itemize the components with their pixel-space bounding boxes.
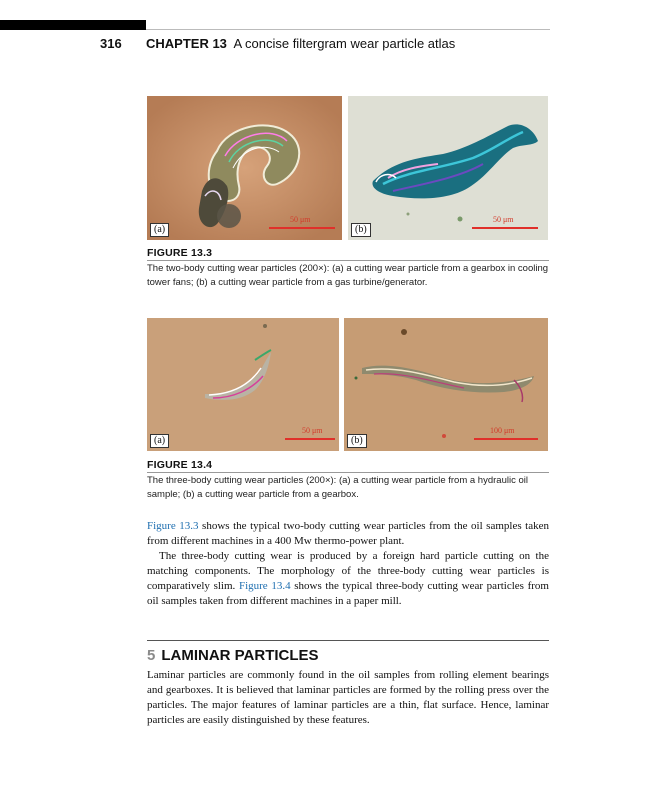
figure-13-3-caption: The two-body cutting wear particles (200×): (a) a cutting wear particle from a gearbox in cooling tower fans; (b) a cutting wear particle from a gas turbine/generator. xyxy=(147,263,549,288)
panel-tag-a: (a) xyxy=(150,223,169,237)
paragraph xyxy=(147,549,549,609)
figure-13-3-label: FIGURE 13.3 xyxy=(147,247,213,259)
chapter-title: A concise filtergram wear particle atlas xyxy=(233,36,456,51)
section-number: 5 xyxy=(147,647,156,664)
figure-13-4-panel-a xyxy=(147,318,339,451)
body-paragraphs xyxy=(147,519,549,609)
section-rule xyxy=(147,640,549,641)
scale-bar xyxy=(472,227,538,229)
scale-label: 50 μm xyxy=(290,215,311,224)
scale-bar xyxy=(474,438,538,440)
particle-image-13-3a xyxy=(147,96,342,240)
paragraph-text: shows the typical two-body cutting wear particles from the oil samples taken from different machines in a 400 Mw thermo-power plant. xyxy=(147,520,549,547)
caption-rule xyxy=(147,472,549,473)
running-header xyxy=(146,36,455,51)
figure-13-3-panel-a xyxy=(147,96,342,240)
figure-13-4-panel-b xyxy=(344,318,548,451)
page-number: 316 xyxy=(100,36,122,51)
header-black-bar xyxy=(0,20,146,30)
paragraph xyxy=(147,519,549,549)
scale-label: 100 μm xyxy=(490,426,515,435)
particle-image-13-4b xyxy=(344,318,548,451)
particle-image-13-3b xyxy=(348,96,548,240)
paragraph-text: shows the typical three-body cutting wear particles from oil samples taken from different machines in a paper mill. xyxy=(147,580,549,607)
chapter-label: CHAPTER 13 xyxy=(146,36,227,51)
section-paragraph: Laminar particles are commonly found in the oil samples from rolling element bearings and gearboxes. It is believed that laminar particles are formed by the rolling press over the particles. The major features of laminar particles are a thin, flat surface. Hence, laminar particles are easily distinguished by these features. xyxy=(147,669,549,726)
scale-label: 50 μm xyxy=(302,426,323,435)
panel-tag-b: (b) xyxy=(351,223,371,237)
figure-13-4-link[interactable]: Figure 13.4 xyxy=(238,580,291,592)
header-rule xyxy=(146,29,550,30)
figure-13-3-link[interactable]: Figure 13.3 xyxy=(147,520,199,532)
panel-tag-b: (b) xyxy=(347,434,367,448)
panel-tag-a: (a) xyxy=(150,434,169,448)
section-heading xyxy=(147,647,319,664)
figure-13-4-caption: The three-body cutting wear particles (200×): (a) a cutting wear particle from a hydraulic oil sample; (b) a cutting wear particle from a gearbox. xyxy=(147,475,528,500)
section-title: LAMINAR PARTICLES xyxy=(161,647,319,664)
figure-13-3-panel-b xyxy=(348,96,548,240)
figure-13-4-label: FIGURE 13.4 xyxy=(147,459,213,471)
scale-label: 50 μm xyxy=(493,215,514,224)
scale-bar xyxy=(285,438,335,440)
scale-bar xyxy=(269,227,335,229)
paragraph-text: The three-body cutting wear is produced by a foreign hard particle cutting on the matching components. The morphology of the three-body cutting wear particles is comparatively slim. xyxy=(147,550,549,592)
caption-rule xyxy=(147,260,549,261)
